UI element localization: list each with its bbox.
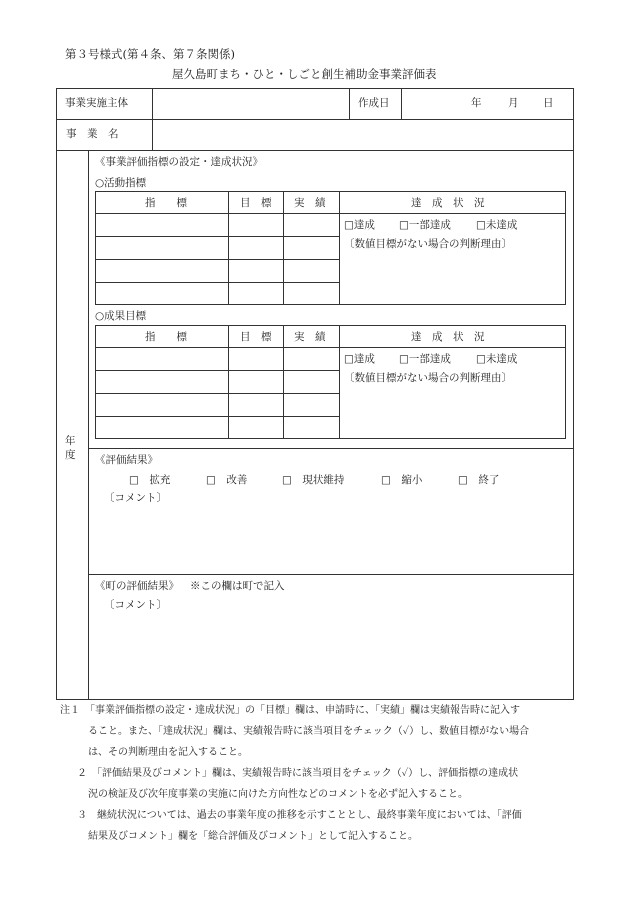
month-label: 月 xyxy=(508,97,519,109)
year-column-label-2: 度 xyxy=(65,449,76,461)
operator-field[interactable] xyxy=(154,90,347,117)
activity-reason-note: 〔数値目標がない場合の判断理由〕 xyxy=(344,238,512,250)
outcome-check-not[interactable]: □未達成 xyxy=(476,353,518,365)
note-1-line-1: 注１ 「事業評価指標の設定・達成状況」の「目標」欄は、申請時に、「実績」欄は実績報告時に記入す xyxy=(60,705,520,716)
outcome-col-indicator: 指 標 xyxy=(145,331,187,343)
activity-indicator-heading: ○活動指標 xyxy=(95,177,147,189)
town-evaluation-note: ※この欄は町で記入 xyxy=(190,580,285,592)
year-column-label: 年 xyxy=(65,435,76,447)
activity-check-not[interactable]: □未達成 xyxy=(476,219,518,231)
activity-check-partial[interactable]: □一部達成 xyxy=(399,219,451,231)
project-name-label: 事 業 名 xyxy=(66,128,119,140)
day-label: 日 xyxy=(543,97,554,109)
form-number: 第３号様式(第４条、第７条関係) xyxy=(65,47,235,61)
evaluation-index-heading: 《事業評価指標の設定・達成状況》 xyxy=(95,156,263,168)
outcome-col-status: 達 成 状 況 xyxy=(411,331,485,343)
operator-label: 事業実施主体 xyxy=(65,97,128,109)
page-title: 屋久島町まち・ひと・しごと創生補助金事業評価表 xyxy=(172,67,437,81)
activity-col-actual: 実 績 xyxy=(294,197,326,209)
town-comment-label: 〔コメント〕 xyxy=(104,599,167,611)
note-1-line-2: ること。また、「達成状況」欄は、実績報告時に該当項目をチェック（✓）し、数値目標がない場合 xyxy=(88,726,530,737)
note-2-line-2: 況の検証及び次年度事業の実施に向けた方向性などのコメントを必ず記入すること。 xyxy=(88,789,468,800)
note-3-line-1: ３ 継続状況については、過去の事業年度の推移を示すこととし、最終事業年度においては、「評価 xyxy=(77,810,522,821)
activity-check-achieved[interactable]: □達成 xyxy=(344,219,375,231)
activity-col-indicator: 指 標 xyxy=(145,197,187,209)
created-date-field[interactable] xyxy=(403,90,572,117)
outcome-check-achieved[interactable]: □達成 xyxy=(344,353,375,365)
option-end[interactable]: □ 終了 xyxy=(458,474,500,486)
evaluation-result-heading: 《評価結果》 xyxy=(95,454,158,466)
option-expand[interactable]: □ 拡充 xyxy=(129,474,171,486)
outcome-indicator-heading: ○成果目標 xyxy=(95,310,147,322)
note-3-line-2: 結果及びコメント」欄を「総合評価及びコメント」として記入すること。 xyxy=(88,831,418,842)
outcome-col-actual: 実 績 xyxy=(294,331,326,343)
evaluation-comment-label: 〔コメント〕 xyxy=(104,492,167,504)
created-date-label: 作成日 xyxy=(358,97,390,109)
option-reduce[interactable]: □ 縮小 xyxy=(381,474,423,486)
project-name-field[interactable] xyxy=(154,121,572,148)
activity-col-status: 達 成 状 況 xyxy=(411,197,485,209)
activity-col-target: 目 標 xyxy=(240,197,272,209)
outcome-check-partial[interactable]: □一部達成 xyxy=(399,353,451,365)
town-evaluation-heading: 《町の評価結果》 xyxy=(95,580,179,592)
note-2-line-1: ２ 「評価結果及びコメント」欄は、実績報告時に該当項目をチェック（✓）し、評価指標の達成状 xyxy=(77,768,519,779)
note-1-line-3: は、その判断理由を記入すること。 xyxy=(88,747,248,758)
year-label: 年 xyxy=(471,97,482,109)
option-maintain[interactable]: □ 現状維持 xyxy=(282,474,345,486)
option-improve[interactable]: □ 改善 xyxy=(206,474,248,486)
outcome-col-target: 目 標 xyxy=(240,331,272,343)
town-comment-field[interactable] xyxy=(90,614,572,698)
evaluation-comment-field[interactable] xyxy=(90,506,572,572)
outcome-reason-note: 〔数値目標がない場合の判断理由〕 xyxy=(344,372,512,384)
